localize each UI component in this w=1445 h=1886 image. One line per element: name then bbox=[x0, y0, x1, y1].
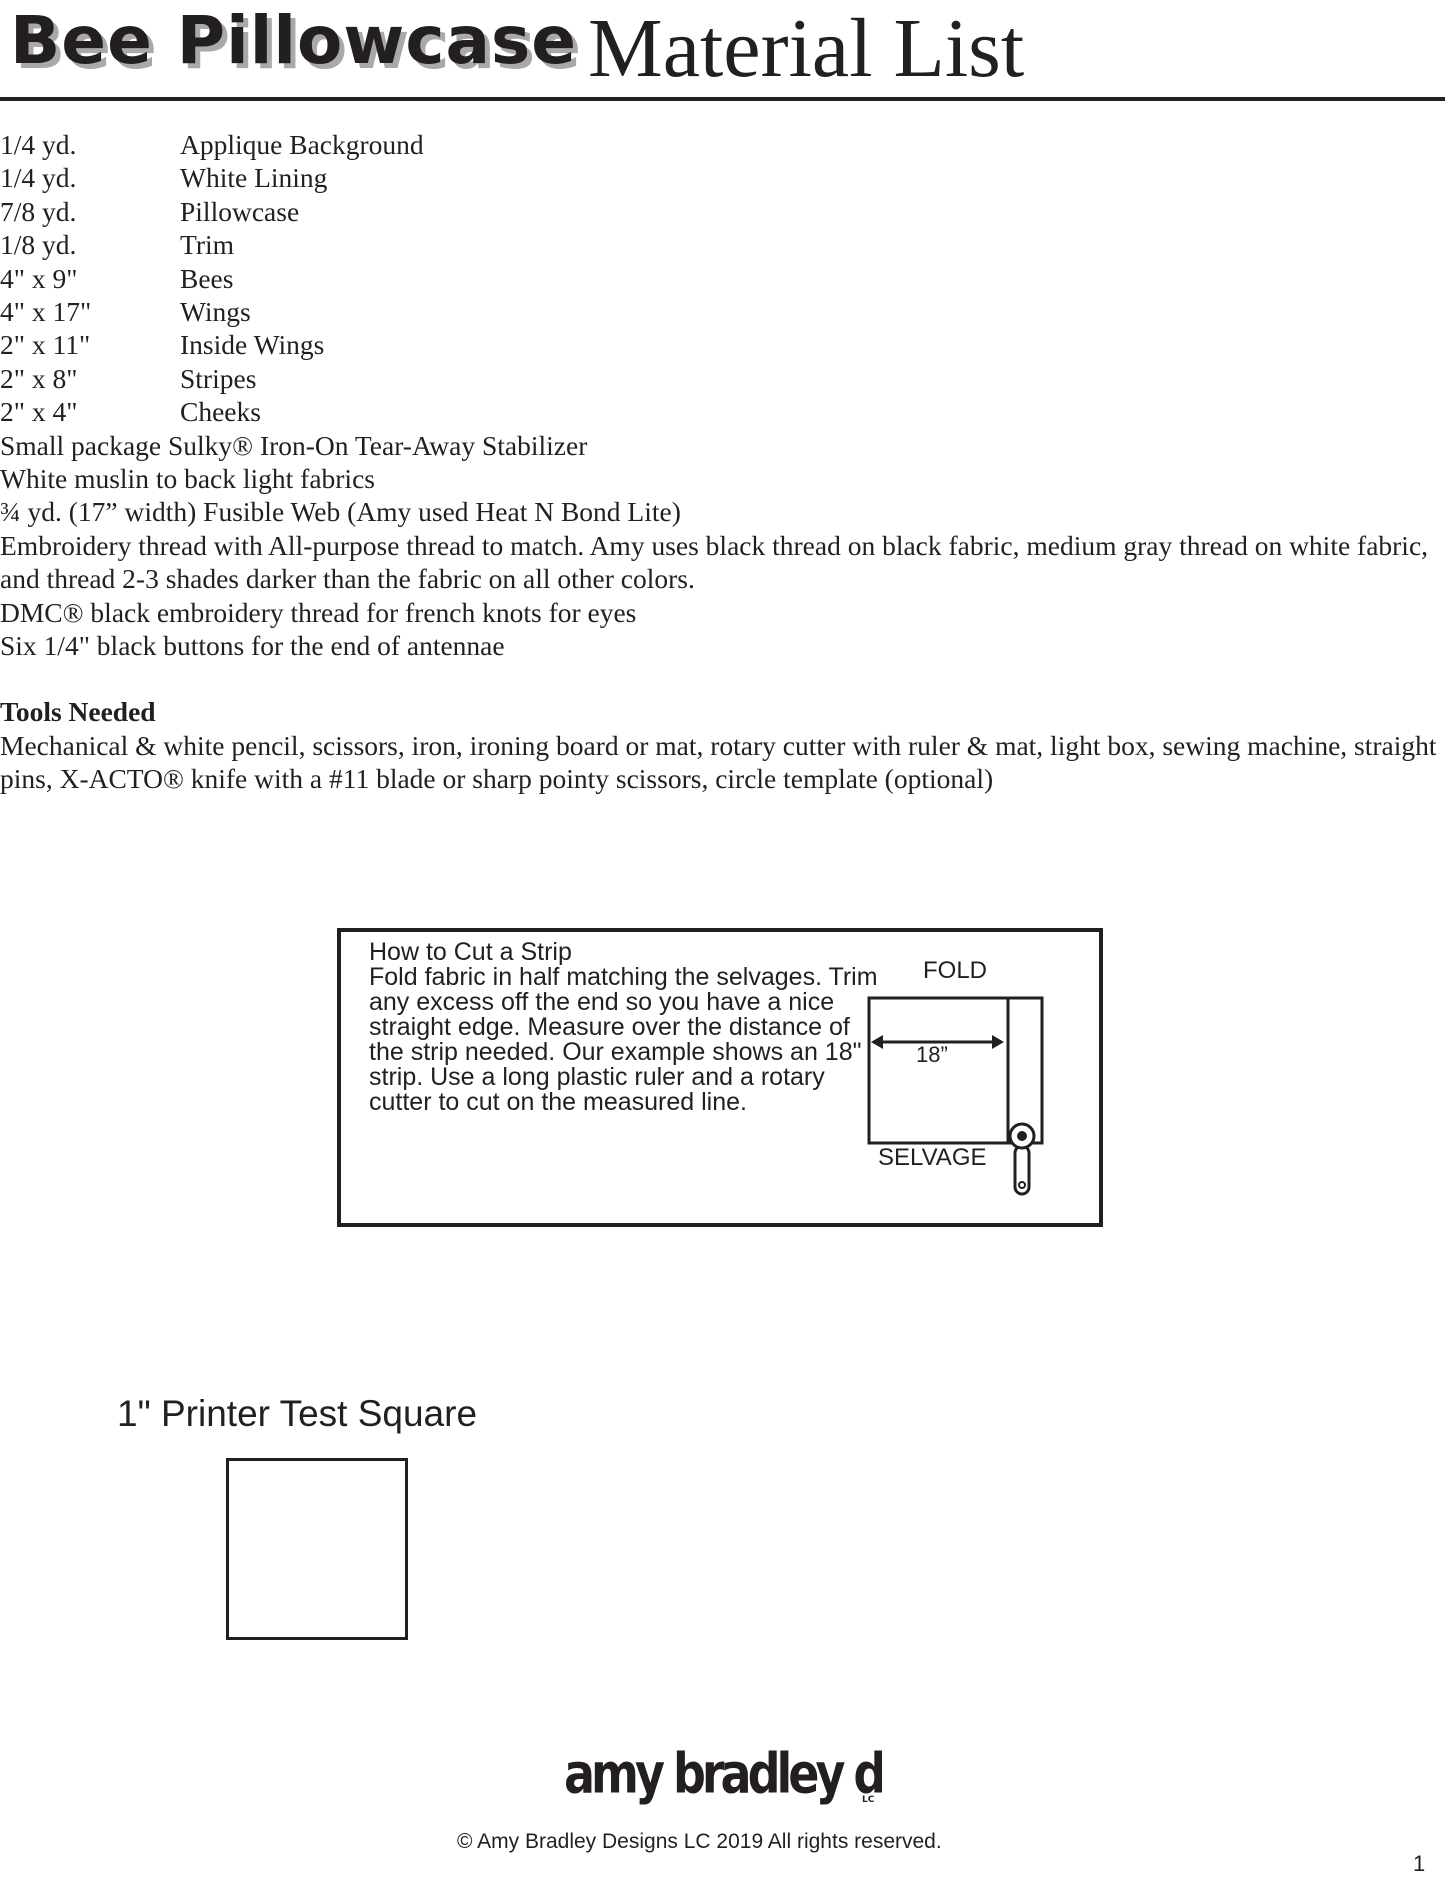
material-qty: 1/4 yd. bbox=[0, 162, 77, 194]
material-row bbox=[0, 395, 1440, 428]
material-qty: 1/4 yd. bbox=[0, 129, 77, 160]
page-title: Material List bbox=[588, 2, 1025, 95]
material-row bbox=[0, 195, 1440, 228]
copyright-text: © Amy Bradley Designs LC 2019 All rights reserved. bbox=[457, 1830, 942, 1853]
cut-strip-text: Fold fabric in half matching the selvages. Trim any excess off the end so you have a nice straight edge. Measure over the distance of the strip needed. Our example shows an 18" strip. Use a long plastic ruler and a rotary cutter to cut on the measured line. bbox=[369, 963, 878, 1116]
material-qty: 1/8 yd. bbox=[0, 229, 77, 261]
extra-item: ¾ yd. (17” width) Fusible Web (Amy used Heat N Bond Lite) bbox=[0, 496, 681, 528]
brand-logo-art bbox=[562, 1730, 882, 1820]
material-row bbox=[0, 161, 1440, 194]
material-item: Wings bbox=[180, 295, 251, 327]
arrow-right bbox=[992, 1035, 1004, 1049]
material-item: Pillowcase bbox=[180, 195, 300, 227]
extra-item: Six 1/4" black buttons for the end of antennae bbox=[0, 629, 505, 661]
cut-strip-box bbox=[337, 928, 1103, 1227]
material-row bbox=[0, 228, 1440, 261]
material-row bbox=[0, 128, 1440, 161]
material-qty: 4" x 9" bbox=[0, 262, 78, 294]
cut-strip-title: How to Cut a Strip bbox=[369, 938, 572, 966]
extra-item: White muslin to back light fabrics bbox=[0, 462, 375, 494]
material-item: Applique Background bbox=[180, 129, 424, 160]
material-row bbox=[0, 262, 1440, 295]
material-qty: 2" x 11" bbox=[0, 329, 91, 361]
tools-heading: Tools Needed bbox=[0, 696, 156, 728]
material-row bbox=[0, 295, 1440, 328]
tools-text: Mechanical & white pencil, scissors, iron, ironing board or mat, rotary cutter with ruler & mat, light box, sewing machine, straight pins, X-ACTO® knife with a #11 blade or sharp pointy scissors, circle template (optional) bbox=[0, 729, 1437, 795]
rotary-cutter-icon bbox=[1010, 1124, 1034, 1194]
material-item: White Lining bbox=[180, 162, 328, 194]
extra-item: Embroidery thread with All-purpose thread to match. Amy uses black thread on black fabric, medium gray thread on white fabric, and thread 2-3 shades darker than the fabric on all other colors. bbox=[0, 529, 1429, 595]
material-qty: 2" x 4" bbox=[0, 396, 78, 428]
arrow-left bbox=[871, 1035, 883, 1049]
page-number: 1 bbox=[1413, 1851, 1426, 1876]
selvage-label: SELVAGE bbox=[878, 1144, 987, 1171]
material-item: Inside Wings bbox=[180, 329, 325, 361]
title-rule bbox=[0, 97, 1445, 101]
extra-item: DMC® black embroidery thread for french knots for eyes bbox=[0, 596, 637, 628]
material-item: Stripes bbox=[180, 362, 257, 394]
material-item: Cheeks bbox=[180, 396, 261, 428]
material-qty: 2" x 8" bbox=[0, 362, 78, 394]
material-item: Bees bbox=[180, 262, 234, 294]
material-list bbox=[0, 128, 1440, 796]
extra-item: Small package Sulky® Iron-On Tear-Away Stabilizer bbox=[0, 429, 588, 461]
brand-logo bbox=[562, 1730, 882, 1825]
title-script: Bee Pillowcase bbox=[10, 2, 578, 79]
fold-label: FOLD bbox=[923, 957, 988, 984]
fabric-rect bbox=[869, 998, 1042, 1143]
material-row bbox=[0, 328, 1440, 361]
test-square-title: 1" Printer Test Square bbox=[117, 1393, 478, 1434]
test-square bbox=[226, 1458, 408, 1640]
measure-label: 18” bbox=[916, 1042, 948, 1067]
material-item: Trim bbox=[180, 229, 235, 261]
logo-script: amy bradley d bbox=[564, 1741, 882, 1806]
material-row bbox=[0, 362, 1440, 395]
material-qty: 7/8 yd. bbox=[0, 195, 77, 227]
material-qty: 4" x 17" bbox=[0, 295, 92, 327]
logo-suffix: LC bbox=[862, 1795, 875, 1805]
page-header bbox=[0, 0, 1445, 105]
